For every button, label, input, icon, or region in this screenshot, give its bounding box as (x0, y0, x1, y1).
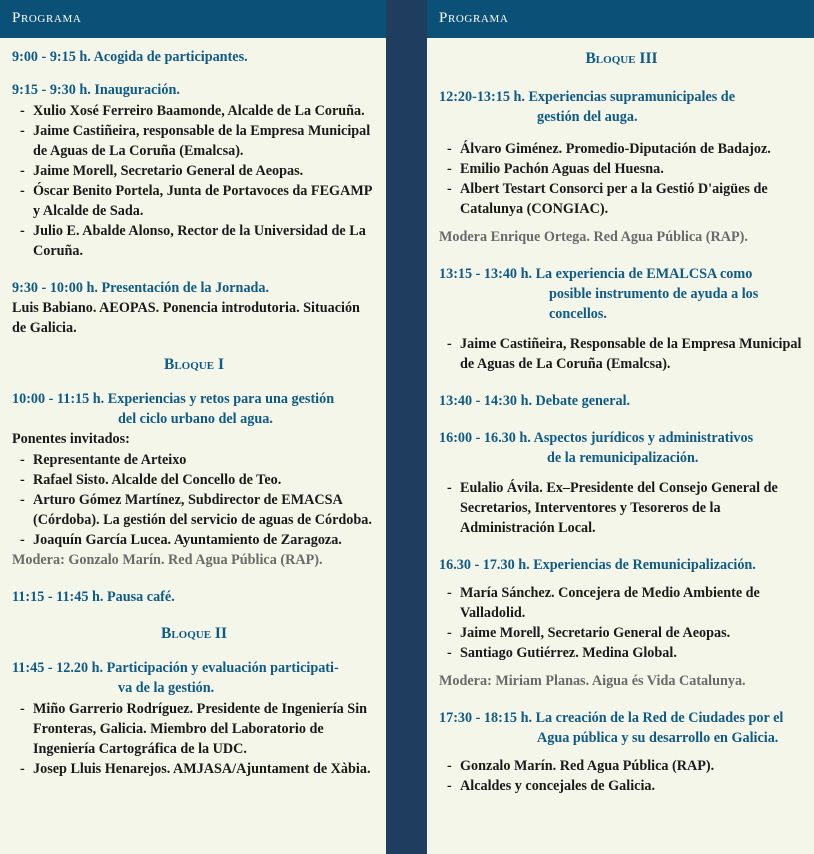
session-title-text: La experiencia de EMALCSA como (535, 266, 753, 282)
list-item: - Albert Testart Consorci per a la Gestió D'aigües de Catalunya (CONGIAC). (439, 179, 804, 219)
session-title: 9:30 - 10:00 h. Presentación de la Jornada. (12, 280, 270, 296)
block-heading: Bloque II (160, 625, 227, 642)
session-title (439, 428, 804, 468)
session-time: 11:45 - 12.20 h. (12, 660, 104, 676)
session-title-text: posible instrumento de ayuda a los (549, 286, 759, 302)
block-heading: Bloque I (164, 356, 224, 373)
list-item: - Jaime Castiñeira, responsable de la Empresa Municipal de Aguas de La Coruña (Emalcsa). (12, 121, 376, 161)
session-emalcsa (439, 264, 804, 374)
session-title-text: Experiencias y retos para una gestión (107, 391, 335, 407)
list-item: - Eulalio Ávila. Ex–Presidente del Consejo General de Secretarios, Interventores y Tesoreros de la Administración Local. (439, 478, 804, 538)
list-item: - Rafael Sisto. Alcalde del Concello de Teo. (12, 470, 376, 490)
session-title-text: La creación de la Red de Ciudades por el (535, 710, 784, 726)
session-acogida (12, 47, 376, 67)
list-item: - Alcaldes y concejales de Galicia. (439, 776, 804, 796)
moderator: Modera Enrique Ortega. Red Agua Pública (RAP). (439, 229, 748, 245)
session-title: 9:15 - 9:30 h. Inauguración. (12, 82, 180, 98)
list-item: - Representante de Arteixo (12, 450, 376, 470)
block-heading: Bloque III (585, 50, 658, 67)
session-time: 13:15 - 13:40 h. (439, 266, 533, 282)
session-title-text: gestión del auga. (537, 109, 638, 125)
session-time: 10:00 - 11:15 h. (12, 391, 105, 407)
session-title-text: de la remunicipalización. (547, 450, 699, 466)
list-item: - Arturo Gómez Martínez, Subdirector de EMACSA (Córdoba). La gestión del servicio de aguas de Córdoba. (12, 490, 376, 530)
session-title (439, 708, 804, 748)
list-item: - Julio E. Abalde Alonso, Rector de la Universidad de La Coruña. (12, 221, 376, 261)
session-remunicipalizacion (439, 555, 804, 691)
list-item: - Óscar Benito Portela, Junta de Portavoces da FEGAMP y Alcalde de Sada. (12, 181, 376, 221)
session-time: 17:30 - 18:15 h. (439, 710, 533, 726)
list-item: - Gonzalo Marín. Red Agua Pública (RAP). (439, 756, 804, 776)
list-item: - Xulio Xosé Ferreiro Baamonde, Alcalde de La Coruña. (12, 101, 376, 121)
session-title-text: del ciclo urbano del agua. (118, 411, 273, 427)
session-text: Luis Babiano. AEOPAS. Ponencia introdutoria. Situación de Galicia. (12, 300, 360, 336)
list-item: - Emilio Pachón Aguas del Huesna. (439, 159, 804, 179)
center-divider (386, 0, 427, 854)
left-column (0, 0, 386, 854)
moderator: Modera: Miriam Planas. Aigua és Vida Catalunya. (439, 673, 746, 689)
list-item: - Jaime Morell, Secretario General de Aeopas. (12, 161, 376, 181)
session-inauguracion (12, 80, 376, 261)
session-time: 16:00 - 16.30 h. (439, 430, 531, 446)
session-presentacion (12, 278, 376, 338)
list-item: - Josep Lluis Henarejos. AMJASA/Ajuntament de Xàbia. (12, 759, 376, 779)
session-title (12, 389, 376, 429)
session-red-ciudades (439, 708, 804, 796)
session-title-text: concellos. (549, 306, 607, 322)
list-item: - Santiago Gutiérrez. Medina Global. (439, 643, 804, 663)
list-item: - Jaime Morell, Secretario General de Aeopas. (439, 623, 804, 643)
session-title-text: Agua pública y su desarrollo en Galicia. (537, 730, 779, 746)
session-title: 13:40 - 14:30 h. Debate general. (439, 393, 631, 409)
session-title-text: Aspectos jurídicos y administrativos (533, 430, 754, 446)
session-title (12, 658, 376, 698)
session-time: 12:20-13:15 h. (439, 89, 525, 105)
session-title (439, 87, 804, 127)
list-item: - Joaquín García Lucea. Ayuntamiento de Zaragoza. (12, 530, 376, 550)
session-supramunicipales (439, 87, 804, 247)
session-debate (439, 391, 804, 411)
session-title-text: Experiencias supramunicipales de (528, 89, 735, 105)
session-pausa-cafe (12, 587, 376, 607)
ponentes-label: Ponentes invitados: (12, 431, 130, 447)
session-title: 11:15 - 11:45 h. Pausa café. (12, 589, 175, 605)
moderator: Modera: Gonzalo Marín. Red Agua Pública (RAP). (12, 552, 323, 568)
left-header: Programa (0, 0, 386, 38)
session-title: 9:00 - 9:15 h. Acogida de participantes. (12, 49, 248, 65)
session-title: 16.30 - 17.30 h. Experiencias de Remunicipalización. (439, 557, 756, 573)
list-item: - María Sánchez. Concejera de Medio Ambiente de Valladolid. (439, 583, 804, 623)
right-column (427, 0, 814, 854)
session-title-text: Participación y evaluación participati- (106, 660, 339, 676)
list-item: - Álvaro Giménez. Promedio-Diputación de Badajoz. (439, 139, 804, 159)
session-juridicos (439, 428, 804, 538)
list-item: - Jaime Castiñeira, Responsable de la Empresa Municipal de Aguas de La Coruña (Emalcsa). (439, 334, 804, 374)
list-item: - Miño Garrerio Rodríguez. Presidente de Ingeniería Sin Fronteras, Galicia. Miembro del Laboratorio de Ingeniería Cartográfica de la UDC. (12, 699, 376, 759)
session-experiencias-retos (12, 389, 376, 570)
right-header: Programa (427, 0, 814, 38)
session-title (439, 264, 804, 324)
session-participacion (12, 658, 376, 779)
session-title-text: va de la gestión. (118, 680, 215, 696)
